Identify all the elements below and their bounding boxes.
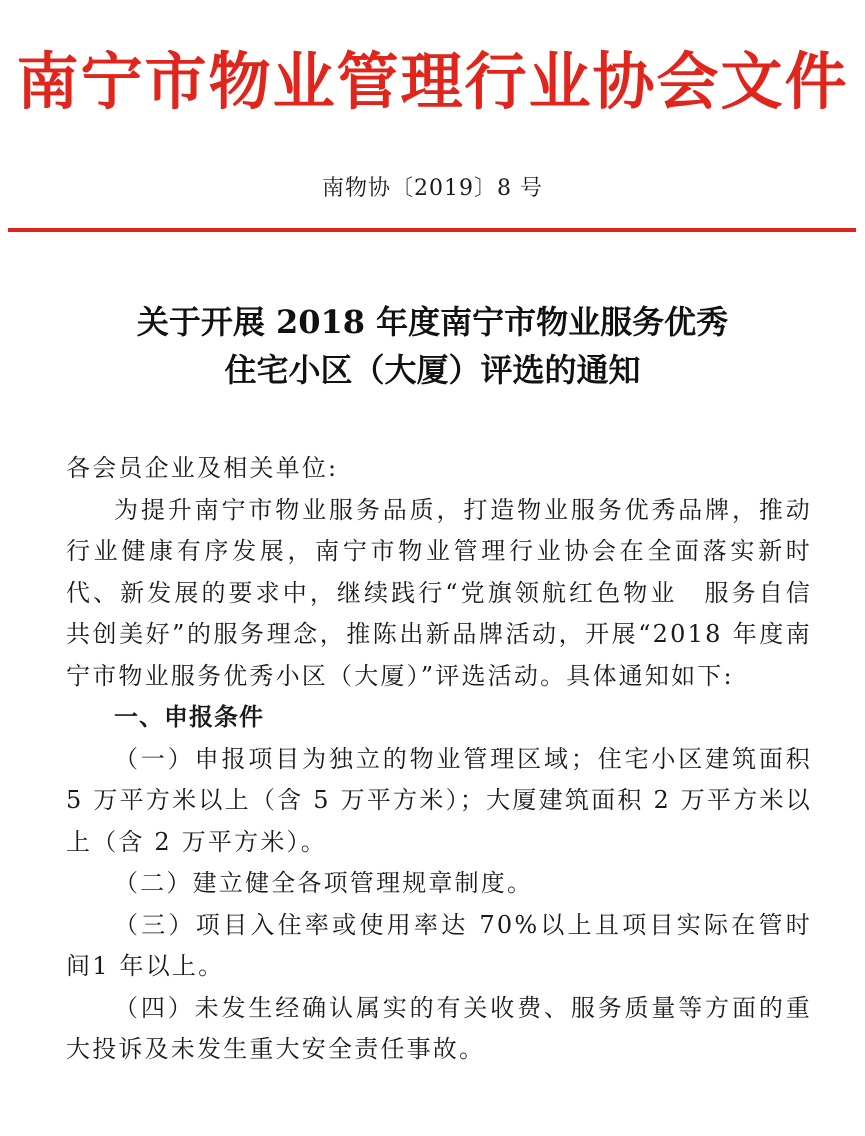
intro-paragraph: 为提升南宁市物业服务品质，打造物业服务优秀品牌，推动行业健康有序发展，南宁市物业管理行业协会在全面落实新时代、新发展的要求中，继续践行“党旗领航红色物业 服务自信共创美好”的服务理念，推陈出新品牌活动，开展“2018 年度南宁市物业服务优秀小区（大厦）”评选活动。具体通知如下: (66, 495, 812, 690)
document-number: 南物协〔2019〕8 号 (322, 176, 543, 201)
organization-header: 南宁市物业管理行业协会文件 (16, 45, 849, 118)
title-line-2: 住宅小区（大厦）评选的通知 (224, 351, 641, 389)
section-heading: 一、申报条件 (114, 703, 264, 731)
salutation: 各会员企业及相关单位: (66, 454, 339, 482)
condition-item: （一）申报项目为独立的物业管理区域；住宅小区建筑面积 5 万平方米以上（含 5 万平方米）；大厦建筑面积 2 万平方米以上（含 2 万平方米）。 (66, 744, 812, 856)
title-line-1: 关于开展 2018 年度南宁市物业服务优秀 (136, 303, 729, 341)
red-divider-rule (8, 228, 856, 232)
condition-item: （二）建立健全各项管理规章制度。 (114, 869, 534, 897)
document-body (66, 448, 812, 1071)
document-title (0, 298, 865, 394)
condition-item: （四）未发生经确认属实的有关收费、服务质量等方面的重大投诉及未发生重大安全责任事故。 (66, 993, 812, 1063)
condition-item: （三）项目入住率或使用率达 70%以上且项目实际在管时间1 年以上。 (66, 910, 812, 980)
